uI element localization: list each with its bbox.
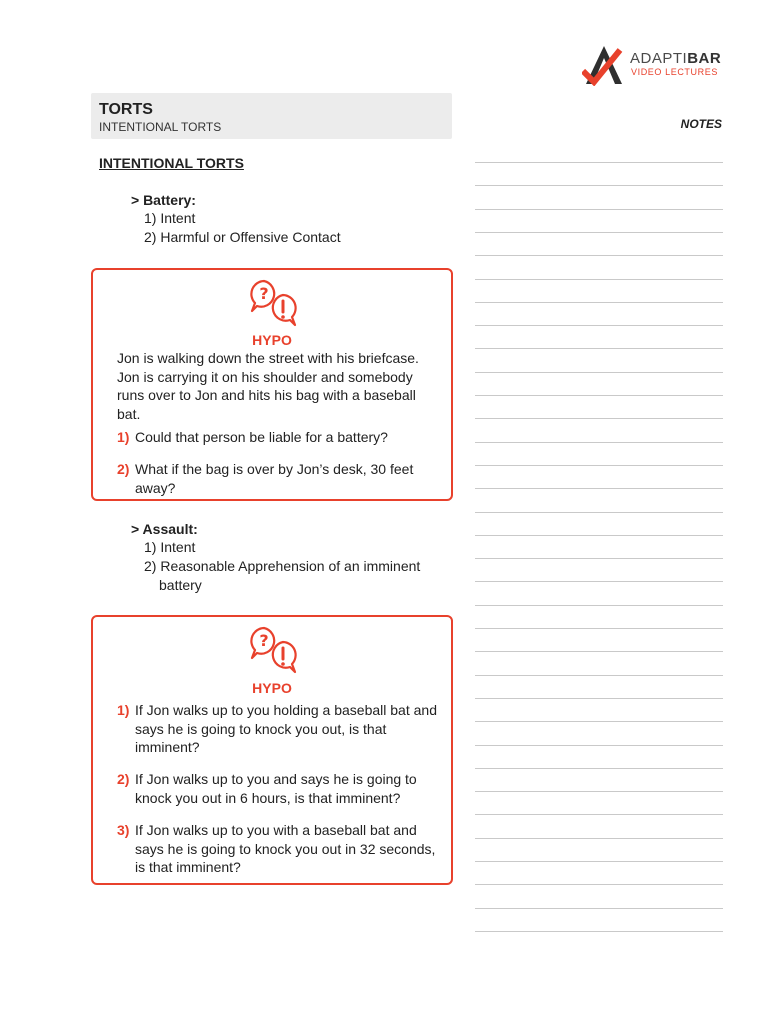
- question-text: What if the bag is over by Jon’s desk, 30 feet away?: [135, 461, 414, 496]
- note-line: [475, 302, 723, 303]
- notes-label: NOTES: [680, 117, 722, 131]
- question-text: If Jon walks up to you with a baseball bat and says he is going to knock you out in 32 seconds, is that imminent?: [135, 822, 436, 876]
- question-number: 2): [117, 771, 130, 787]
- note-line: [475, 488, 723, 489]
- note-line: [475, 255, 723, 256]
- note-line: [475, 651, 723, 652]
- question-number: 3): [117, 822, 130, 838]
- hypo-question: [117, 701, 442, 757]
- hypo-label: HYPO: [252, 332, 292, 348]
- hypo-question: [117, 460, 442, 497]
- note-line: [475, 465, 723, 466]
- speech-bubbles-question-exclamation-icon: [248, 625, 300, 677]
- assault-item-2: 2) Reasonable Apprehension of an imminent: [144, 558, 421, 574]
- assault-rule: [131, 521, 451, 601]
- page-subtitle: INTENTIONAL TORTS: [99, 120, 222, 134]
- svg-text:?: ?: [259, 284, 269, 303]
- note-line: [475, 931, 723, 932]
- note-line: [475, 232, 723, 233]
- note-line: [475, 814, 723, 815]
- hypo-question: [117, 770, 442, 807]
- note-line: [475, 908, 723, 909]
- assault-title: > Assault:: [131, 521, 198, 537]
- logo-subtitle: VIDEO LECTURES: [631, 67, 718, 77]
- note-line: [475, 512, 723, 513]
- question-number: 2): [117, 461, 130, 477]
- question-number: 1): [117, 702, 130, 718]
- note-line: [475, 348, 723, 349]
- note-line: [475, 791, 723, 792]
- battery-title: > Battery:: [131, 192, 196, 208]
- hypo-question: [117, 428, 442, 447]
- note-line: [475, 605, 723, 606]
- note-line: [475, 558, 723, 559]
- page-header: [91, 93, 452, 139]
- note-line: [475, 279, 723, 280]
- note-line: [475, 418, 723, 419]
- question-text: If Jon walks up to you and says he is going to knock you out in 6 hours, is that imminent?: [135, 771, 417, 806]
- battery-rule: [131, 192, 451, 252]
- note-line: [475, 838, 723, 839]
- note-line: [475, 884, 723, 885]
- adaptibar-logo: [582, 44, 732, 88]
- note-line: [475, 675, 723, 676]
- hypo-box-1: [91, 268, 453, 501]
- note-line: [475, 581, 723, 582]
- note-line: [475, 372, 723, 373]
- assault-item-2-continuation: battery: [159, 577, 202, 593]
- note-line: [475, 442, 723, 443]
- note-line: [475, 395, 723, 396]
- note-line: [475, 745, 723, 746]
- note-line: [475, 185, 723, 186]
- logo-brand-light: ADAPTI: [630, 50, 688, 67]
- question-number: 1): [117, 429, 130, 445]
- note-line: [475, 535, 723, 536]
- question-text: Could that person be liable for a battery?: [135, 429, 388, 445]
- question-text: If Jon walks up to you holding a baseball bat and says he is going to knock you out, is that imminent?: [135, 702, 437, 756]
- svg-text:?: ?: [259, 631, 269, 650]
- hypo-question: [117, 821, 442, 877]
- battery-item-2: 2) Harmful or Offensive Contact: [144, 229, 341, 245]
- note-line: [475, 698, 723, 699]
- section-heading: INTENTIONAL TORTS: [99, 155, 244, 171]
- hypo-label: HYPO: [252, 680, 292, 696]
- adaptibar-logo-icon: [582, 44, 626, 86]
- note-line: [475, 325, 723, 326]
- note-line: [475, 209, 723, 210]
- hypo-paragraph: Jon is walking down the street with his briefcase. Jon is carrying it on his shoulder and somebody runs over to Jon and hits his bag with a baseball bat.: [117, 350, 419, 422]
- note-line: [475, 162, 723, 163]
- note-line: [475, 628, 723, 629]
- speech-bubbles-question-exclamation-icon: [248, 278, 300, 330]
- page-title: TORTS: [99, 101, 153, 118]
- hypo-box-2: [91, 615, 453, 885]
- note-line: [475, 721, 723, 722]
- logo-brand-bold: BAR: [687, 50, 722, 67]
- note-line: [475, 861, 723, 862]
- assault-item-1: 1) Intent: [144, 539, 196, 555]
- battery-item-1: 1) Intent: [144, 210, 196, 226]
- note-line: [475, 768, 723, 769]
